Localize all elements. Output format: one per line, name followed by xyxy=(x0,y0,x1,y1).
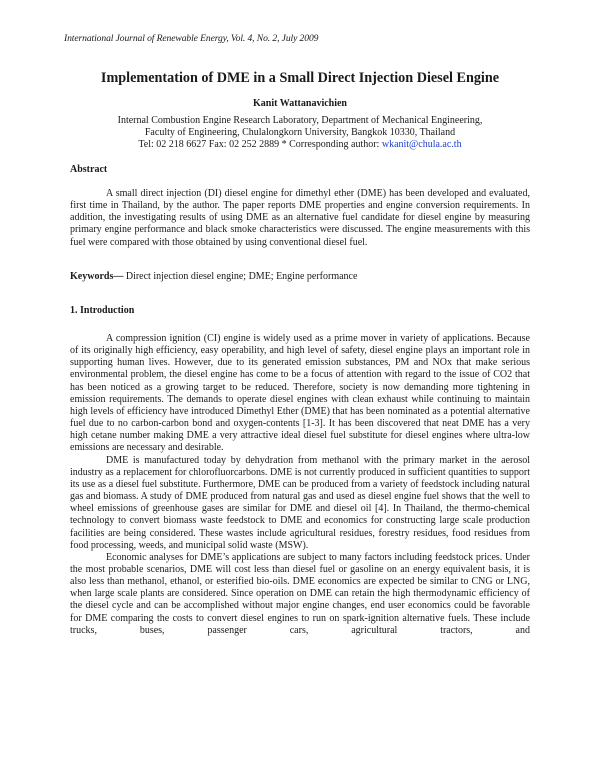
keywords-text: Direct injection diesel engine; DME; Engine performance xyxy=(123,271,358,282)
email-link[interactable]: wkanit@chula.ac.th xyxy=(381,139,462,151)
contact-info: Tel: 02 218 6627 Fax: 02 252 2889 * Corresponding author: xyxy=(138,139,382,151)
affiliation-line-1: Internal Combustion Engine Research Laboratory, Department of Mechanical Engineering, xyxy=(117,115,483,126)
intro-paragraph-3: Economic analyses for DME’s applications are subject to many factors including feedstock prices. Under the most probable scenarios, DME will cost less than diesel fuel or gasoline on an energy equivalent basis, it is also less than methanol, ethanol, or esterified bio-oils. DME economics are expected be similar to CNG or LNG, when large scale plants are considered. Since operation on DME can retain the high thermodynamic efficiency of the diesel cycle and can be accomplished without major engine changes, end user economics could be favorable for DME comparing the costs to convert diesel engines to run on spark-ignition alternative fuels. These include trucks, buses, passenger cars, agricultural tractors, and xyxy=(70,551,530,636)
abstract-paragraph: A small direct injection (DI) diesel engine for dimethyl ether (DME) has been developed and evaluated, first time in Thailand, by the author. The paper reports DME properties and engine conversion requirements. In addition, the investigating results of using DME as an alternative fuel candidate for diesel engine by measuring primary engine performance and black smoke characteristics were discussed. The engine measurements with this fuel were compared with those obtained by using conventional diesel fuel. xyxy=(70,188,530,248)
journal-header: International Journal of Renewable Energy, Vol. 4, No. 2, July 2009 xyxy=(64,33,319,44)
affiliation xyxy=(0,115,600,152)
abstract-body xyxy=(70,188,530,249)
author-name: Kanit Wattanavichien xyxy=(253,98,347,109)
affiliation-line-3 xyxy=(0,139,600,151)
abstract-heading: Abstract xyxy=(70,164,108,175)
intro-paragraph-1: A compression ignition (CI) engine is widely used as a prime mover in variety of applications. Because of its originally high efficiency, easy operability, and high level of safety, diesel engine plays an important role in supporting human lives. However, due to its generated emission substances, PM and NOx that make serious environmental problem, the diesel engine has come to be a focus of attention with regard to the issue of CO2 that has been noticed as a growing target to be reduced. Therefore, society is now demanding more tightening in emission requirements. The demands to operate diesel engines with clean exhaust while continuing to maintain high levels of efficiency have introduced Dimethyl Ether (DME) that has been nominated as a potential alternative fuel due to no carbon-carbon bond and oxygen-contents [1-3]. It has been discovered that neat DME has a very high cetane number making DME a very attractive ideal diesel fuel substitute for diesel engines where ultra-low emissions are necessary and desirable. xyxy=(70,333,530,454)
affiliation-line-2: Faculty of Engineering, Chulalongkorn University, Bangkok 10330, Thailand xyxy=(144,127,456,139)
introduction-body xyxy=(70,333,530,637)
introduction-heading: 1. Introduction xyxy=(70,305,135,316)
keywords-line xyxy=(70,271,357,282)
keywords-label: Keywords— xyxy=(70,271,124,282)
intro-paragraph-2: DME is manufactured today by dehydration from methanol with the primary market in the aerosol industry as a replacement for chlorofluorcarbons. DME is not currently produced in sufficient quantities to support its use as a diesel fuel substitute. Furthermore, DME can be produced from a variety of feedstock including natural gas and biomass. A study of DME produced from natural gas and used as diesel engine fuel shows that the well to wheel emissions of greenhouse gases are similar for DME and diesel oil [4]. In Thailand, the thermo-chemical technology to convert biomass waste feedstock to DME and economics for constructing large scale production facilities are being considered. These wastes include agricultural residues, forestry residues, food residues from food processing, weeds, and municipal solid waste (MSW). xyxy=(70,454,530,551)
paper-title: Implementation of DME in a Small Direct Injection Diesel Engine xyxy=(100,70,500,86)
